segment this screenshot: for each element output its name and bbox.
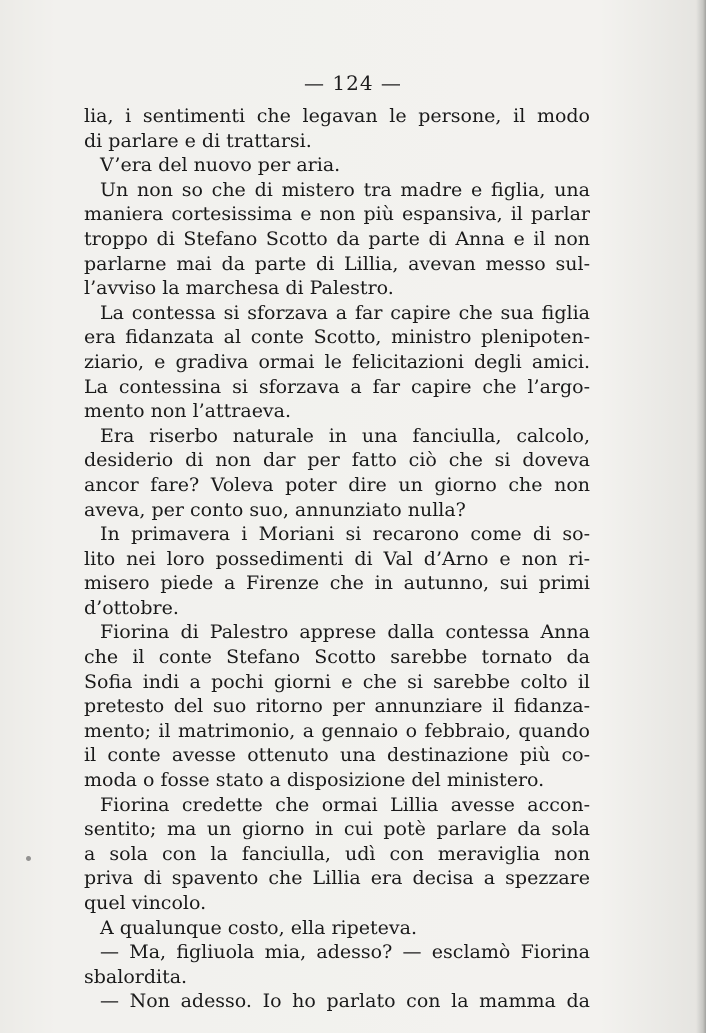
text-line: sbalordita. xyxy=(84,965,188,988)
text-line: ziario, e gradiva ormai le felicitazioni degli amici. xyxy=(84,350,590,373)
text-line: maniera cortesissima e non più espansiva, il parlar xyxy=(84,203,590,226)
text-line: lia, i sentimenti che legavan le persone, il modo xyxy=(84,105,590,127)
text-line: desiderio di non dar per fatto ciò che si doveva xyxy=(84,449,590,472)
text-line: Era riserbo naturale in una fanciulla, calcolo, xyxy=(100,424,590,447)
text-line: Fiorina di Palestro apprese dalla contessa Anna xyxy=(100,621,590,644)
text-line: A qualunque costo, ella ripeteva. xyxy=(100,916,418,939)
text-line: pretesto del suo ritorno per annunziare il fidanza- xyxy=(84,695,590,718)
text-line: parlarne mai da parte di Lillia, avevan messo sul- xyxy=(84,252,590,275)
text-line: — Non adesso. Io ho parlato con la mamma da xyxy=(100,990,590,1013)
text-line: aveva, per conto suo, annunziato nulla? xyxy=(84,498,466,521)
text-line: La contessina si sforzava a far capire che l’argo- xyxy=(84,375,590,398)
text-line: Un non so che di mistero tra madre e figlia, una xyxy=(100,178,590,201)
text-line: priva di spavento che Lillia era decisa a spezzare xyxy=(84,867,590,890)
text-line: che il conte Stefano Scotto sarebbe tornato da xyxy=(84,646,590,669)
text-line: In primavera i Moriani si recarono come di so- xyxy=(100,523,590,546)
page-number: — 124 — xyxy=(304,71,402,95)
text-line: ancor fare? Voleva poter dire un giorno che non xyxy=(84,473,590,496)
text-line: d’ottobre. xyxy=(84,596,179,619)
text-line: troppo di Stefano Scotto da parte di Anna e il non xyxy=(84,227,590,250)
text-line: moda o fosse stato a disposizione del ministero. xyxy=(84,769,545,792)
text-line: — Ma, figliuola mia, adesso? — esclamò Fiorina xyxy=(100,941,590,964)
text-line: sentito; ma un giorno in cui potè parlare da sola xyxy=(84,818,590,841)
text-line: La contessa si sforzava a far capire che sua figlia xyxy=(100,301,590,324)
text-line: di parlare e di trattarsi. xyxy=(84,129,312,152)
text-line: mento non l’attraeva. xyxy=(84,400,292,423)
text-line: lito nei loro possedimenti di Val d’Arno e non ri- xyxy=(84,547,590,570)
text-line: misero piede a Firenze che in autunno, sui primi xyxy=(84,572,590,595)
text-line: quel vincolo. xyxy=(84,892,207,914)
text-line: il conte avesse ottenuto una destinazione più co- xyxy=(84,744,590,767)
ink-speck xyxy=(26,856,31,861)
text-line: mento; il matrimonio, a gennaio o febbraio, quando xyxy=(84,719,590,742)
text-line: a sola con la fanciulla, udì con meraviglia non xyxy=(84,842,590,865)
body-text xyxy=(84,104,590,1014)
text-line: Fiorina credette che ormai Lillia avesse accon- xyxy=(100,793,590,816)
text-line: l’avviso la marchesa di Palestro. xyxy=(84,277,394,300)
text-line: era fidanzata al conte Scotto, ministro plenipoten- xyxy=(84,326,590,349)
text-line: Sofia indi a pochi giorni e che si sarebbe colto il xyxy=(84,670,590,693)
text-line: V’era del nuovo per aria. xyxy=(100,154,341,177)
page-edge-shadow xyxy=(696,0,706,1033)
